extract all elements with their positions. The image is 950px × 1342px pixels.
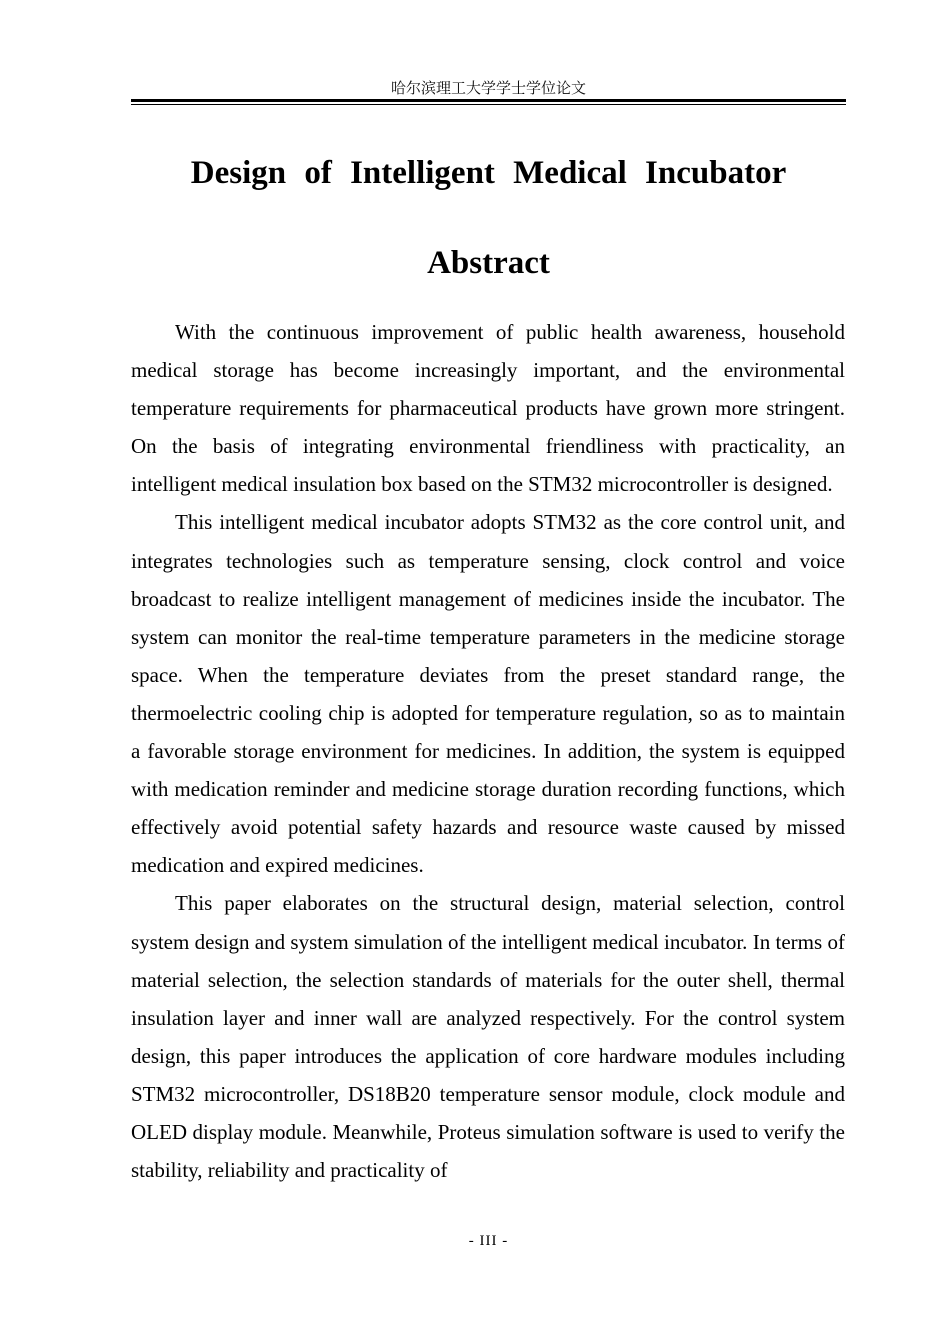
abstract-body <box>131 313 845 1189</box>
abstract-paragraph-1: With the continuous improvement of public health awareness, household medical storage has become increasingly important, and the environmental temperature requirements for pharmaceutical products have grown more stringent. On the basis of integrating environmental friendliness with practicality, an intelligent medical insulation box based on the STM32 microcontroller is designed. <box>131 320 845 497</box>
document-title: Design of Intelligent Medical Incubator <box>190 155 787 191</box>
running-header: 哈尔滨理工大学学士学位论文 <box>390 79 586 97</box>
header-rule-thick <box>131 99 846 102</box>
header-rule-thin <box>131 104 846 105</box>
abstract-paragraph-2: This intelligent medical incubator adopts STM32 as the core control unit, and integrates technologies such as temperature sensing, clock control and voice broadcast to realize intelligent management of medicines inside the incubator. The system can monitor the real-time temperature parameters in the medicine storage space. When the temperature deviates from the preset standard range, the thermoelectric cooling chip is adopted for temperature regulation, so as to maintain a favorable storage environment for medicines. In addition, the system is equipped with medication reminder and medicine storage duration recording functions, which effectively avoid potential safety hazards and resource waste caused by missed medication and expired medicines. <box>131 510 845 878</box>
abstract-paragraph-3: This paper elaborates on the structural design, material selection, control system design and system simulation of the intelligent medical incubator. In terms of material selection, the selection standards of materials for the outer shell, thermal insulation layer and inner wall are analyzed respectively. For the control system design, this paper introduces the application of core hardware modules including STM32 microcontroller, DS18B20 temperature sensor module, clock module and OLED display module. Meanwhile, Proteus simulation software is used to verify the stability, reliability and practicality of <box>131 891 845 1183</box>
page-number: - III - <box>468 1233 509 1249</box>
section-heading: Abstract <box>427 245 550 281</box>
